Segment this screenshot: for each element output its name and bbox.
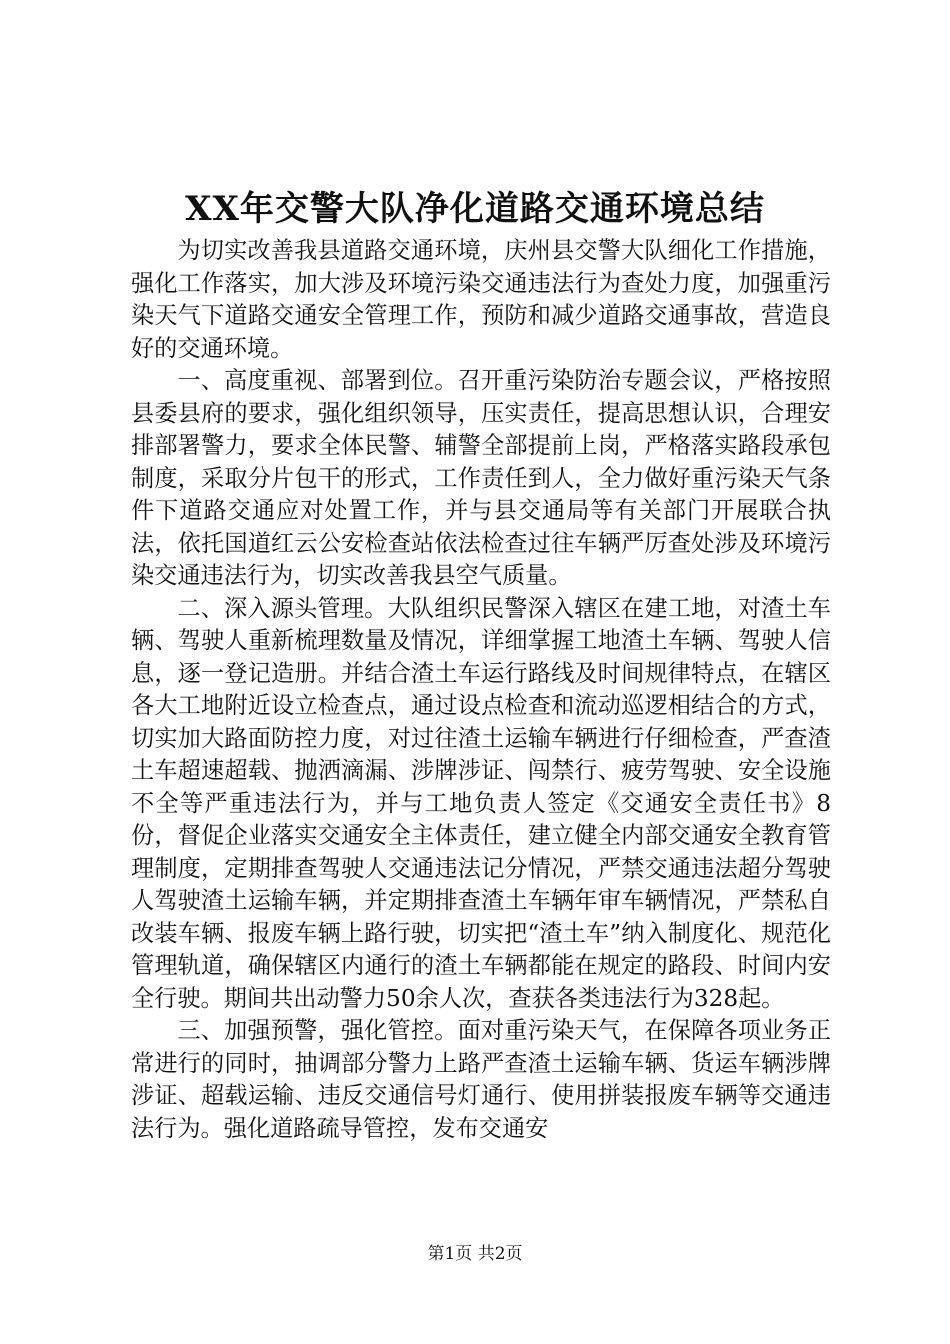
page-footer: 第1页 共2页 [427,1244,523,1264]
document-title: XX年交警大队净化道路交通环境总结 [185,189,765,229]
document-body [131,235,831,1145]
paragraph-section-3: 三、加强预警，强化管控。面对重污染天气，在保障各项业务正常进行的同时，抽调部分警力上路严查渣土运输车辆、货运车辆涉牌涉证、超载运输、违反交通信号灯通行、使用拼装报废车辆等交通违法行为。强化道路疏导管控，发布交通安 [131,1017,831,1142]
paragraph-section-2: 二、深入源头管理。大队组织民警深入辖区在建工地，对渣土车辆、驾驶人重新梳理数量及情况，详细掌握工地渣土车辆、驾驶人信息，逐一登记造册。并结合渣土车运行路线及时间规律特点，在辖区各大工地附近设立检查点，通过设点检查和流动巡逻相结合的方式，切实加大路面防控力度，对过往渣土运输车辆进行仔细检查，严查渣土车超速超载、抛洒滴漏、涉牌涉证、闯禁行、疲劳驾驶、安全设施不全等严重违法行为，并与工地负责人签定《交通安全责任书》8份，督促企业落实交通安全主体责任，建立健全内部交通安全教育管理制度，定期排查驾驶人交通违法记分情况，严禁交通违法超分驾驶人驾驶渣土运输车辆，并定期排查渣土车辆年审车辆情况，严禁私自改装车辆、报废车辆上路行驶，切实把“渣土车”纳入制度化、规范化管理轨道，确保辖区内通行的渣土车辆都能在规定的路段、时间内安全行驶。期间共出动警力50余人次，查获各类违法行为328起。 [131,594,831,1012]
paragraph-section-1: 一、高度重视、部署到位。召开重污染防治专题会议，严格按照县委县府的要求，强化组织领导，压实责任，提高思想认识，合理安排部署警力，要求全体民警、辅警全部提前上岗，严格落实路段承包制度，采取分片包干的形式，工作责任到人，全力做好重污染天气条件下道路交通应对处置工作，并与县交通局等有关部门开展联合执法，依托国道红云公安检查站依法检查过往车辆严厉查处涉及环境污染交通违法行为，切实改善我县空气质量。 [131,367,831,589]
paragraph-intro: 为切实改善我县道路交通环境，庆州县交警大队细化工作措施，强化工作落实，加大涉及环境污染交通违法行为查处力度，加强重污染天气下道路交通安全管理工作，预防和减少道路交通事故，营造良好的交通环境。 [131,237,831,362]
